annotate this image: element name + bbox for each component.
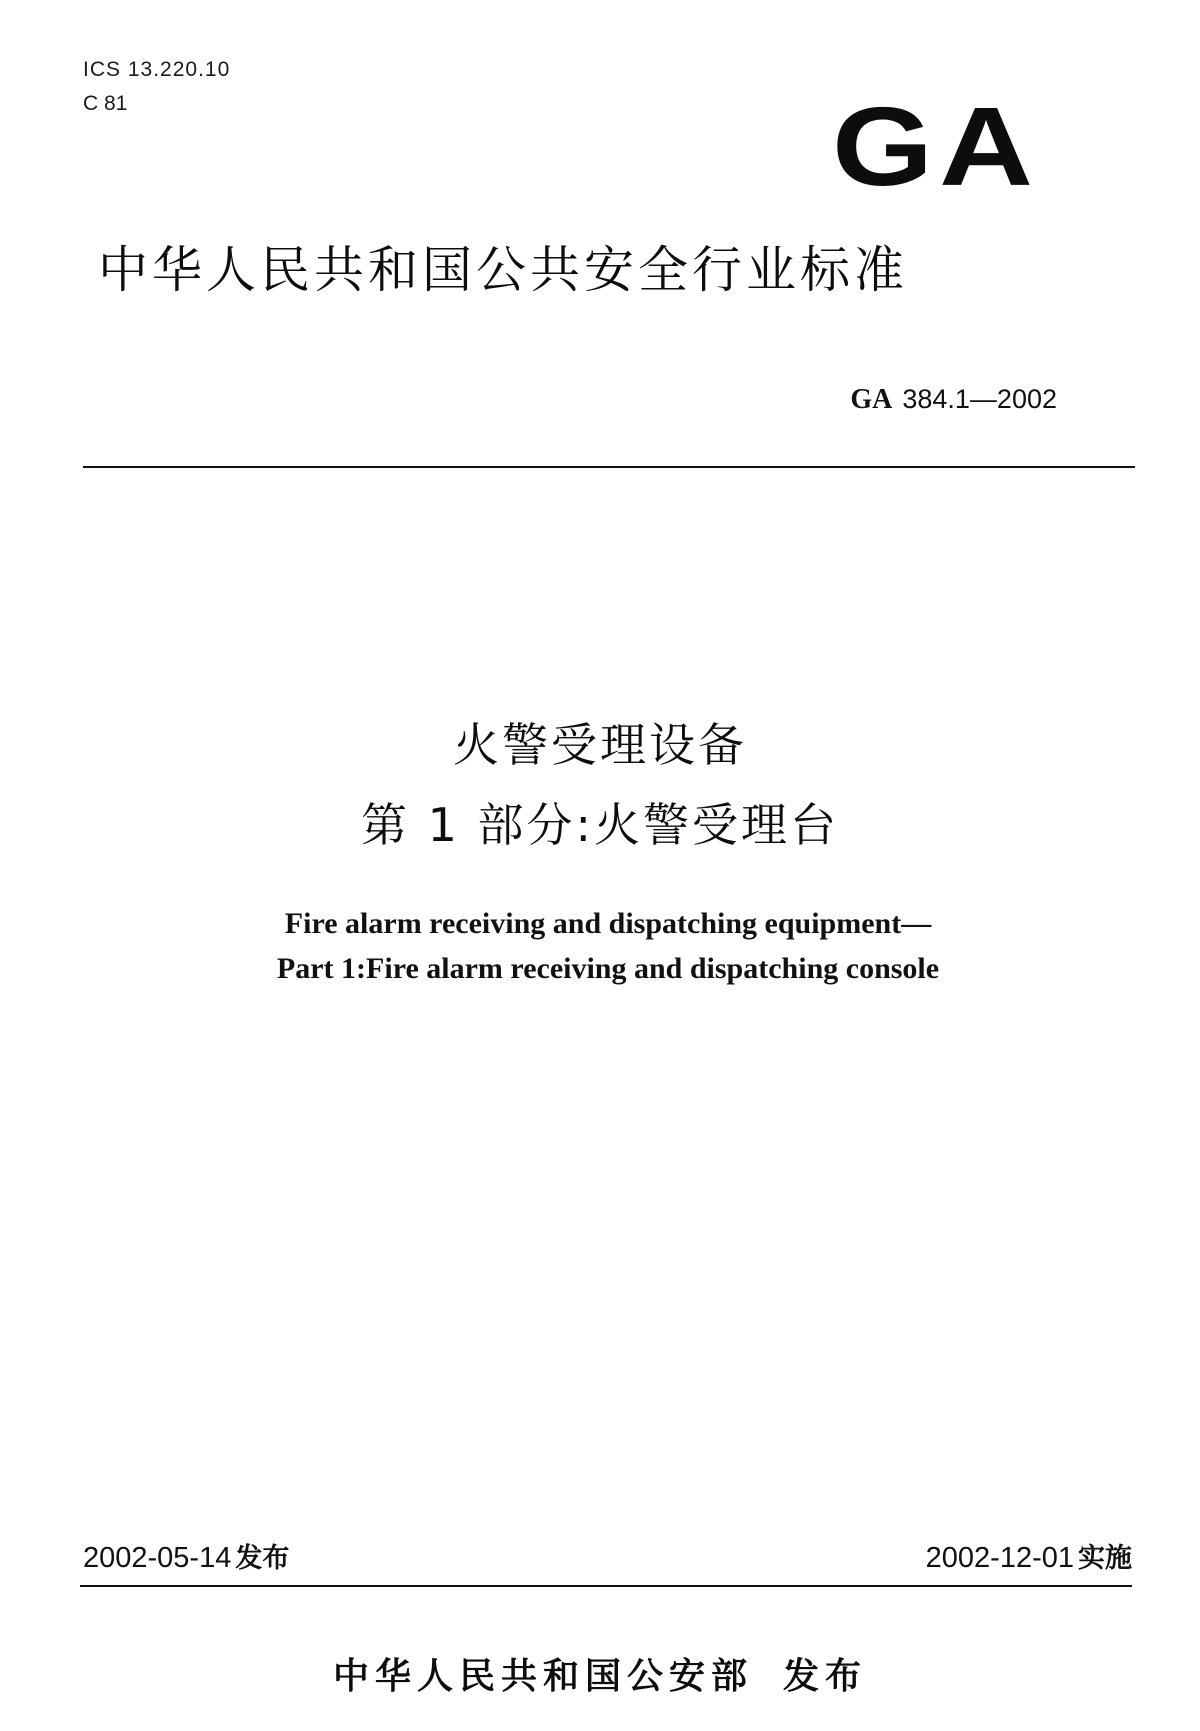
issue-date-label: 发布 — [235, 1543, 290, 1574]
publisher-area — [0, 1655, 1200, 1731]
effective-date — [926, 1540, 1132, 1577]
ga-logo-text: GA — [832, 83, 1039, 209]
english-title-line-1: Fire alarm receiving and dispatching equipment— — [284, 907, 932, 940]
chinese-title-line-1: 火警受理设备 — [453, 718, 747, 772]
organization-title: 中华人民共和国公共安全行业标准 — [98, 241, 908, 299]
effective-date-value: 2002-12-01 — [925, 1542, 1074, 1574]
effective-date-label: 实施 — [1078, 1543, 1132, 1574]
publisher-name: 中华人民共和国公安部 — [332, 1656, 753, 1697]
chinese-title-line-2: 第 1 部分:火警受理台 — [360, 798, 839, 852]
publisher-line — [0, 1655, 1200, 1699]
publisher-action: 发布 — [783, 1656, 868, 1697]
document-number-prefix: GA — [850, 384, 893, 415]
bottom-divider — [80, 1585, 1132, 1587]
top-divider — [83, 466, 1135, 468]
issue-date — [83, 1540, 289, 1577]
document-number — [850, 382, 1057, 417]
ics-code: ICS 13.220.10 — [83, 58, 231, 81]
ga-logo — [832, 83, 1048, 209]
document-number-value: 384.1—2002 — [902, 384, 1057, 414]
english-title-line-2: Part 1:Fire alarm receiving and dispatching console — [276, 952, 940, 985]
issue-date-value: 2002-05-14 — [83, 1542, 232, 1574]
ccs-code: C 81 — [83, 92, 128, 115]
